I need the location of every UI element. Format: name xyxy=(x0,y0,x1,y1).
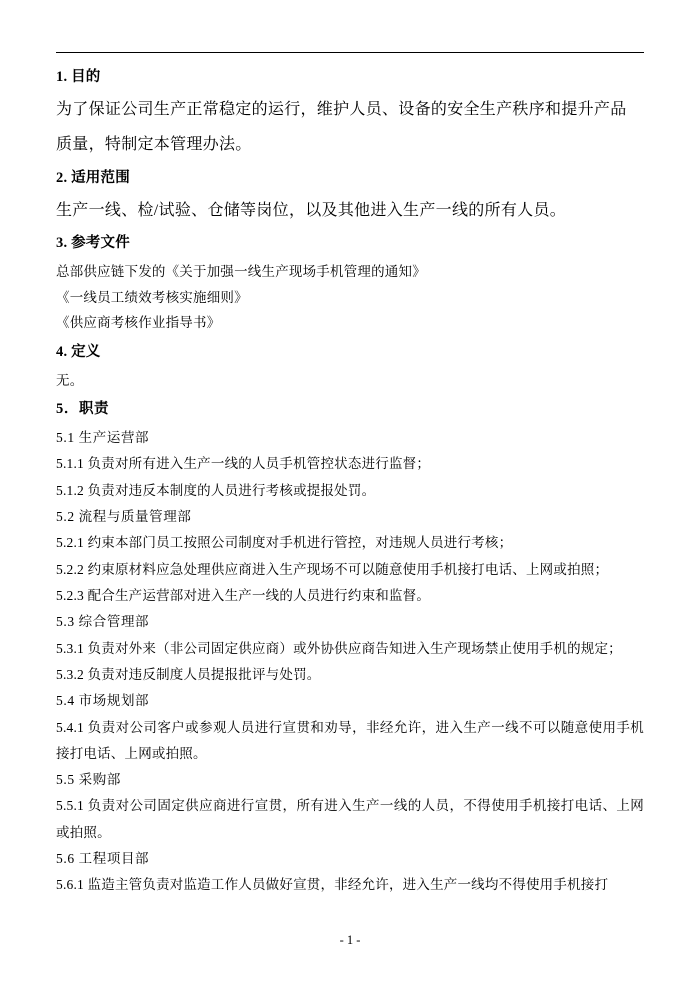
definition-line: 无。 xyxy=(56,372,84,388)
clause-line: 5.1.2 负责对违反本制度的人员进行考核或提报处罚。 xyxy=(56,482,376,498)
section-heading-definition: 4. 定义 xyxy=(56,343,101,360)
paragraph-line: 质量，特制定本管理办法。 xyxy=(56,136,252,154)
section-scope xyxy=(56,168,644,227)
clause-line: 5.3.1 负责对外来（非公司固定供应商）或外协供应商告知进入生产现场禁止使用手机的规定； xyxy=(56,640,622,656)
clause-line: 5.4.1 负责对公司客户或参观人员进行宣贯和劝导，非经允许，进入生产一线不可以随意使用手机接打电话、上网或拍照。 xyxy=(56,719,644,761)
clause-line: 5.5.1 负责对公司固定供应商进行宣贯，所有进入生产一线的人员，不得使用手机接打电话、上网或拍照。 xyxy=(56,798,644,840)
page-number: - 1 - xyxy=(339,933,361,947)
subsection-heading: 5.4 市场规划部 xyxy=(56,693,150,709)
subsection-heading: 5.1 生产运营部 xyxy=(56,430,150,446)
paragraph-line: 为了保证公司生产正常稳定的运行，维护人员、设备的安全生产秩序和提升产品 xyxy=(56,100,627,118)
section-heading-scope: 2. 适用范围 xyxy=(56,169,130,186)
section-duties xyxy=(56,399,644,898)
clause-line: 5.2.3 配合生产运营部对进入生产一线的人员进行约束和监督。 xyxy=(56,587,431,603)
clause-line: 5.6.1 监造主管负责对监造工作人员做好宣贯，非经允许，进入生产一线均不得使用手机接打 xyxy=(56,877,609,893)
clause-line: 5.1.1 负责对所有进入生产一线的人员手机管控状态进行监督； xyxy=(56,456,431,472)
subsection-heading: 5.3 综合管理部 xyxy=(56,614,150,630)
reference-line: 《供应商考核作业指导书》 xyxy=(56,315,221,331)
clause-line: 5.2.1 约束本部门员工按照公司制度对手机进行管控，对违规人员进行考核； xyxy=(56,535,513,551)
subsection-heading: 5.2 流程与质量管理部 xyxy=(56,509,192,525)
section-references xyxy=(56,233,644,336)
section-purpose xyxy=(56,67,644,162)
section-heading-references: 3. 参考文件 xyxy=(56,235,130,252)
subsection-heading: 5.5 采购部 xyxy=(56,772,121,788)
section-definition xyxy=(56,342,644,393)
section-heading-purpose: 1. 目的 xyxy=(56,69,101,85)
clause-line: 5.2.2 约束原材料应急处理供应商进入生产现场不可以随意使用手机接打电话、上网或拍照； xyxy=(56,561,609,577)
header-rule xyxy=(56,52,644,53)
reference-line: 总部供应链下发的《关于加强一线生产现场手机管理的通知》 xyxy=(56,264,426,280)
paragraph-line: 生产一线、检/试验、仓储等岗位，以及其他进入生产一线的所有人员。 xyxy=(56,201,567,219)
subsection-heading: 5.6 工程项目部 xyxy=(56,851,150,867)
section-heading-duties: 5．职责 xyxy=(56,401,110,418)
reference-line: 《一线员工绩效考核实施细则》 xyxy=(56,289,248,305)
clause-line: 5.3.2 负责对违反制度人员提报批评与处罚。 xyxy=(56,666,321,682)
